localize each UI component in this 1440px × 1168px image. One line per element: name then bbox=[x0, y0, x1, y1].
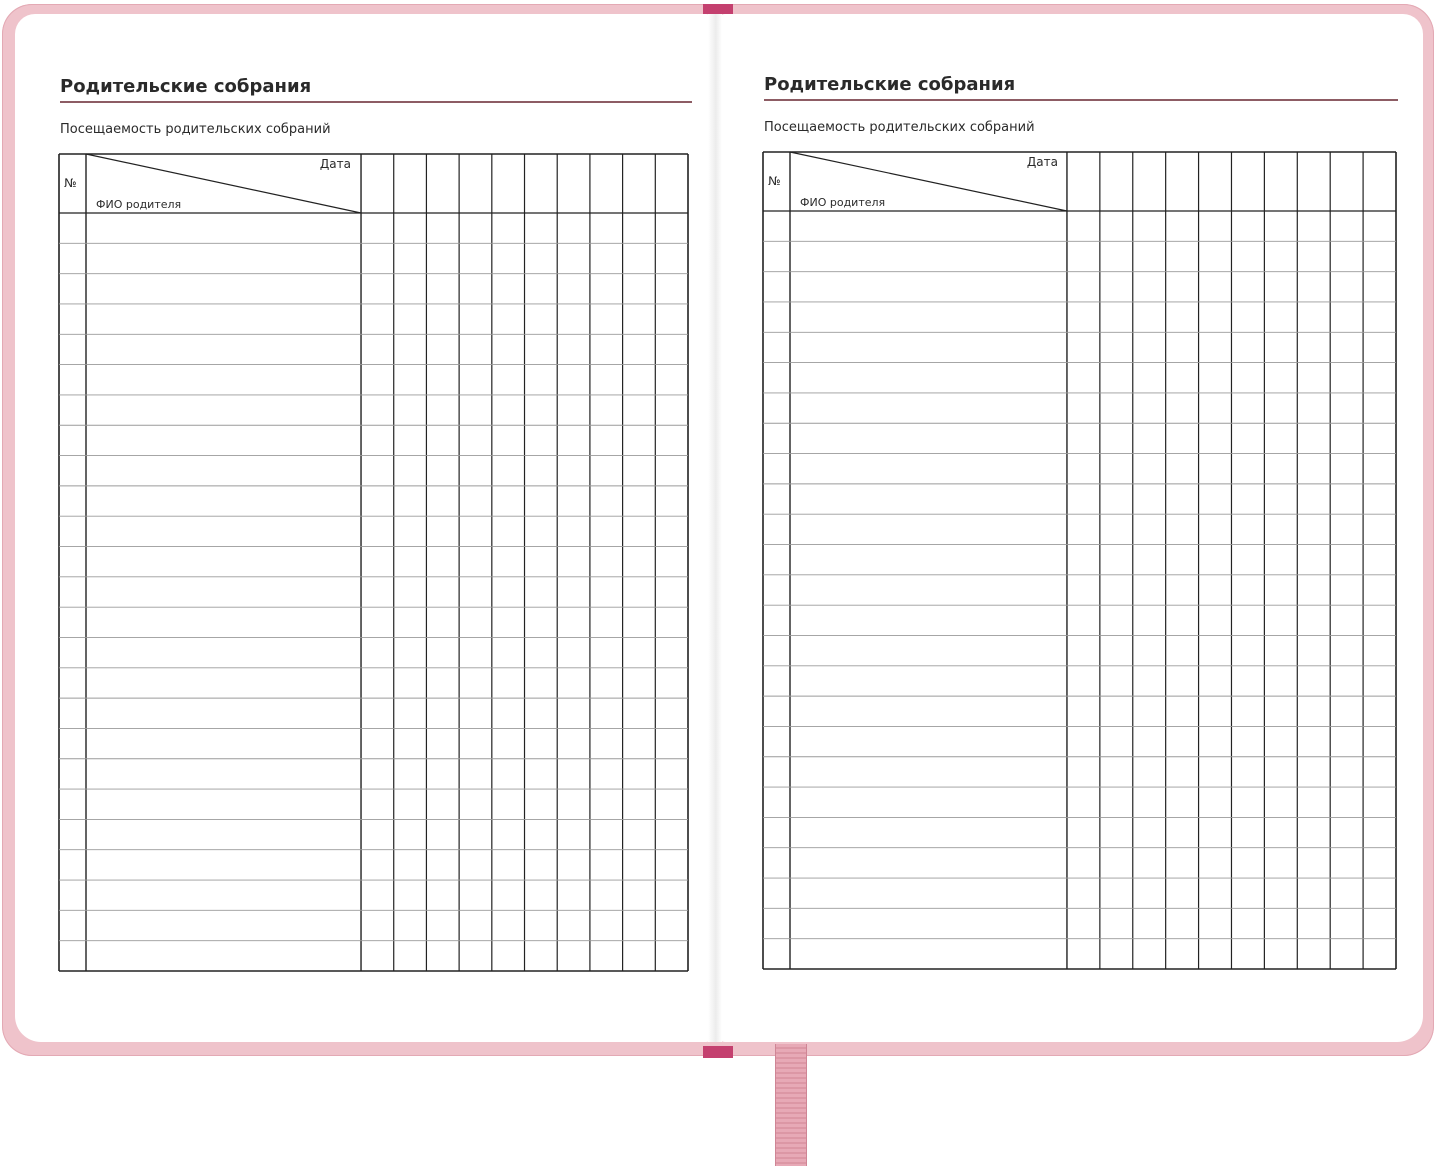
attendance-table bbox=[762, 151, 1398, 970]
parent-name-header: ФИО родителя bbox=[800, 196, 886, 209]
page-title: Родительские собрания bbox=[60, 76, 312, 97]
title-rule bbox=[60, 101, 692, 103]
attendance-table-grid bbox=[762, 151, 1398, 970]
attendance-table-grid bbox=[58, 153, 690, 972]
page-subtitle: Посещаемость родительских собраний bbox=[764, 120, 1035, 135]
date-header: Дата bbox=[1026, 155, 1058, 169]
page-title: Родительские собрания bbox=[764, 74, 1016, 95]
spine-band-top bbox=[703, 4, 733, 14]
bookmark-ribbon bbox=[775, 1044, 807, 1166]
page-gutter bbox=[708, 14, 722, 1042]
page-subtitle: Посещаемость родительских собраний bbox=[60, 122, 331, 137]
date-header: Дата bbox=[319, 157, 351, 171]
attendance-table bbox=[58, 153, 690, 972]
spine-band-bottom bbox=[703, 1046, 733, 1058]
number-column-header: № bbox=[768, 174, 781, 188]
number-column-header: № bbox=[64, 176, 77, 190]
title-rule bbox=[764, 99, 1398, 101]
parent-name-header: ФИО родителя bbox=[96, 198, 182, 211]
